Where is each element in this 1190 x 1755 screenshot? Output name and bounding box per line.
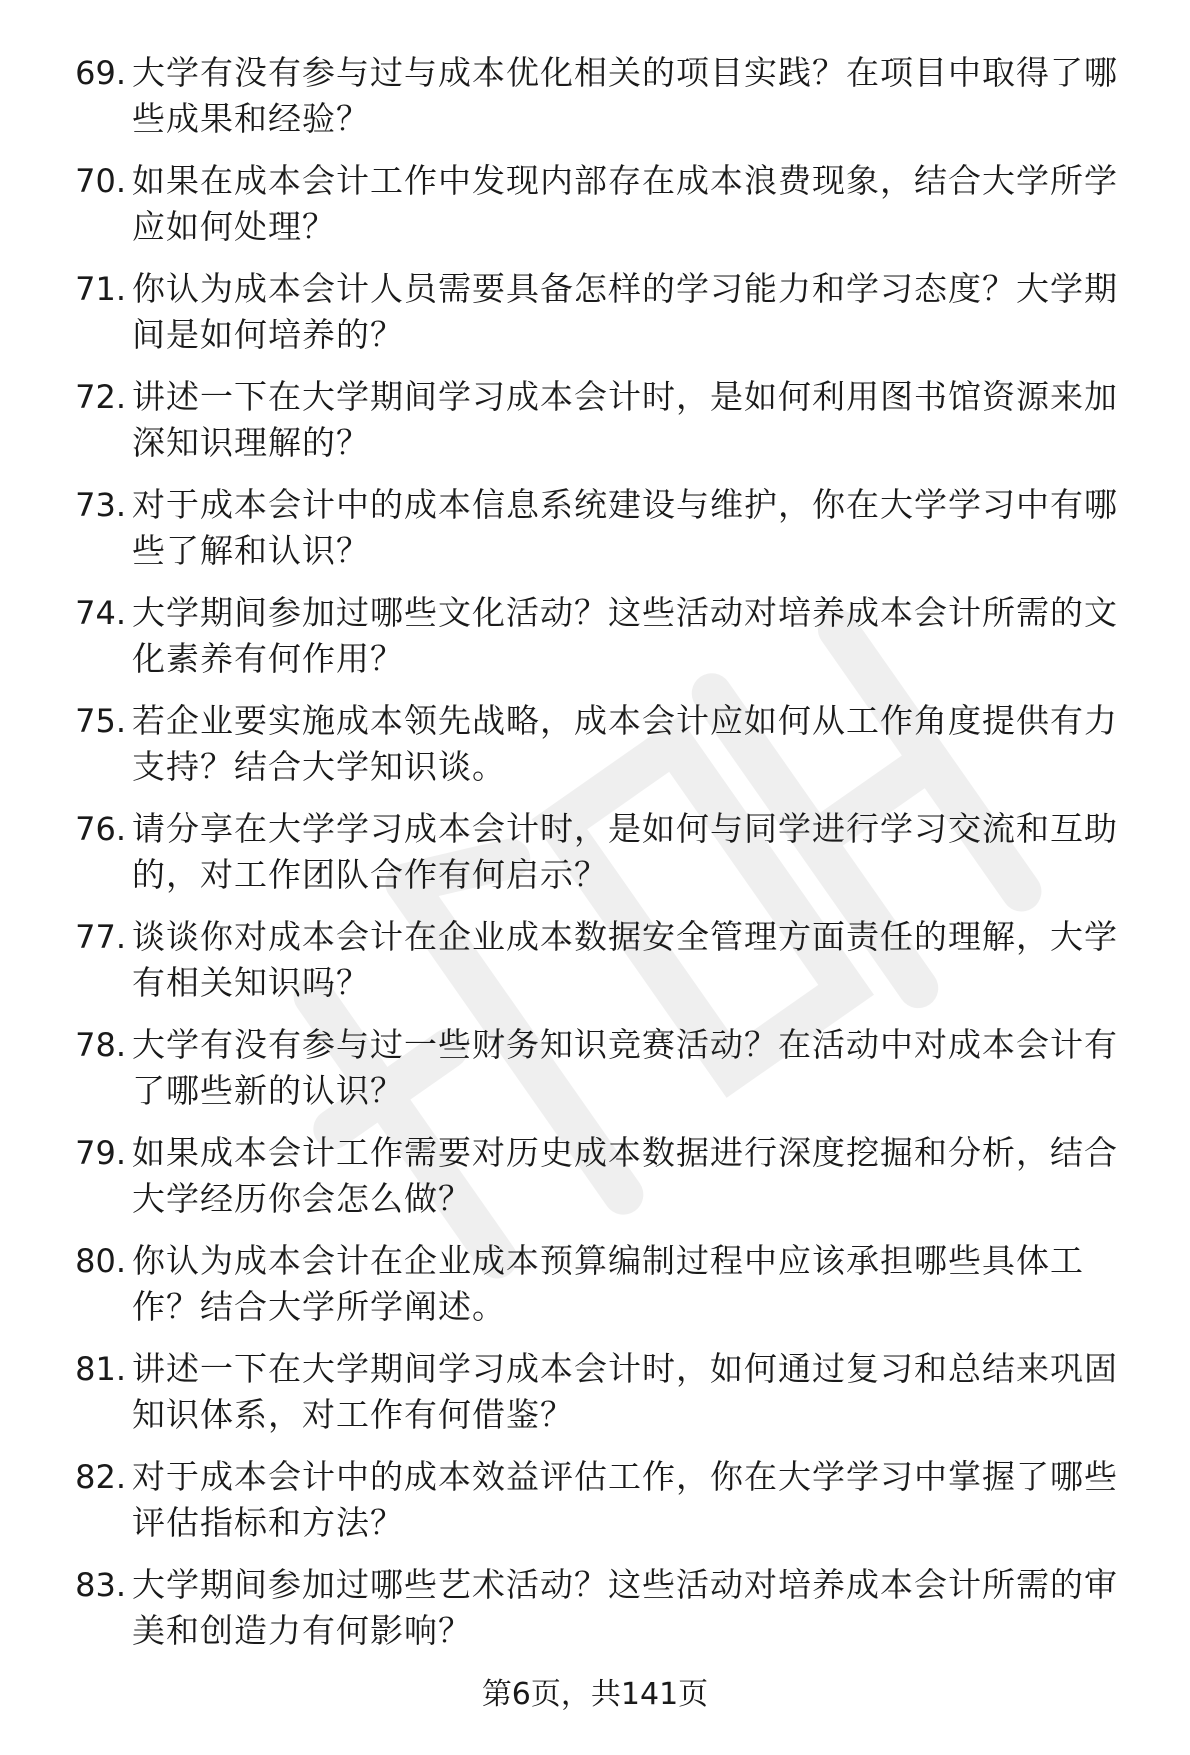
question-item: [60, 1454, 1150, 1562]
question-text: 对于成本会计中的成本效益评估工作，你在大学学习中掌握了哪些评估指标和方法？: [132, 1457, 1118, 1542]
question-number: 77.: [75, 918, 126, 956]
question-text: 大学有没有参与过一些财务知识竞赛活动？在活动中对成本会计有了哪些新的认识？: [132, 1025, 1118, 1110]
question-text: 你认为成本会计在企业成本预算编制过程中应该承担哪些具体工作？结合大学所学阐述。: [132, 1241, 1084, 1326]
question-number: 76.: [75, 810, 126, 848]
question-list: [60, 50, 1150, 1670]
question-text: 如果在成本会计工作中发现内部存在成本浪费现象，结合大学所学应如何处理？: [132, 161, 1118, 246]
question-item: [60, 698, 1150, 806]
question-number: 73.: [75, 486, 126, 524]
question-number: 82.: [75, 1458, 126, 1496]
question-item: [60, 50, 1150, 158]
question-text: 对于成本会计中的成本信息系统建设与维护，你在大学学习中有哪些了解和认识？: [132, 485, 1118, 570]
question-number: 80.: [75, 1242, 126, 1280]
question-text: 大学期间参加过哪些文化活动？这些活动对培养成本会计所需的文化素养有何作用？: [132, 593, 1118, 678]
question-item: [60, 590, 1150, 698]
question-number: 74.: [75, 594, 126, 632]
question-text: 讲述一下在大学期间学习成本会计时，如何通过复习和总结来巩固知识体系，对工作有何借鉴？: [132, 1349, 1118, 1434]
question-item: [60, 374, 1150, 482]
question-item: [60, 1346, 1150, 1454]
question-item: [60, 1130, 1150, 1238]
question-number: 83.: [75, 1566, 126, 1604]
question-number: 81.: [75, 1350, 126, 1388]
question-number: 70.: [75, 162, 126, 200]
question-text: 如果成本会计工作需要对历史成本数据进行深度挖掘和分析，结合大学经历你会怎么做？: [132, 1133, 1118, 1218]
question-text: 大学期间参加过哪些艺术活动？这些活动对培养成本会计所需的审美和创造力有何影响？: [132, 1565, 1118, 1650]
question-item: [60, 806, 1150, 914]
question-item: [60, 266, 1150, 374]
question-item: [60, 158, 1150, 266]
question-item: [60, 482, 1150, 590]
question-number: 75.: [75, 702, 126, 740]
question-text: 你认为成本会计人员需要具备怎样的学习能力和学习态度？大学期间是如何培养的？: [132, 269, 1118, 354]
question-text: 请分享在大学学习成本会计时，是如何与同学进行学习交流和互助的，对工作团队合作有何启示？: [132, 809, 1118, 894]
question-number: 69.: [75, 54, 126, 92]
question-number: 79.: [75, 1134, 126, 1172]
question-text: 谈谈你对成本会计在企业成本数据安全管理方面责任的理解，大学有相关知识吗？: [132, 917, 1118, 1002]
question-number: 72.: [75, 378, 126, 416]
question-item: [60, 1022, 1150, 1130]
question-item: [60, 914, 1150, 1022]
question-item: [60, 1238, 1150, 1346]
question-number: 71.: [75, 270, 126, 308]
question-text: 讲述一下在大学期间学习成本会计时，是如何利用图书馆资源来加深知识理解的？: [132, 377, 1118, 462]
page-number: 第6页，共141页: [481, 1677, 709, 1712]
question-text: 大学有没有参与过与成本优化相关的项目实践？在项目中取得了哪些成果和经验？: [132, 53, 1118, 138]
question-text: 若企业要实施成本领先战略，成本会计应如何从工作角度提供有力支持？结合大学知识谈。: [132, 701, 1118, 786]
question-item: [60, 1562, 1150, 1670]
question-number: 78.: [75, 1026, 126, 1064]
